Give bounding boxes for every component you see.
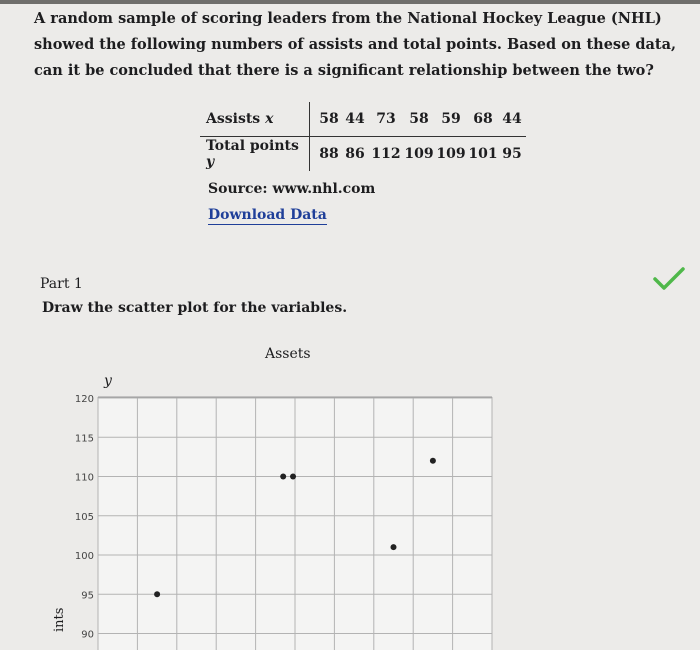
source-text: Source: www.nhl.com: [208, 181, 376, 197]
y-tick-label: 90: [81, 629, 94, 641]
points-value: 88: [319, 146, 339, 162]
y-tick-label: 120: [74, 394, 94, 405]
assists-value: 59: [434, 102, 468, 137]
points-label: Total points y: [206, 138, 299, 170]
assists-value: 58: [404, 102, 434, 137]
data-point: [280, 474, 286, 480]
y-axis-label: y: [104, 373, 112, 389]
points-value: 95: [502, 146, 522, 162]
assists-label: Assists x: [200, 102, 310, 137]
y-tick-label: 115: [74, 433, 94, 445]
y-tick-label: 100: [74, 551, 94, 562]
part-label: Part 1: [40, 276, 83, 292]
chart-title: Assets: [265, 346, 311, 362]
assists-value: 68: [468, 102, 498, 137]
download-data-link[interactable]: Download Data: [208, 207, 327, 223]
assists-value: 44: [342, 102, 368, 137]
data-point: [430, 458, 436, 464]
side-axis-label: ints: [52, 607, 67, 632]
assists-value: 73: [368, 102, 404, 137]
data-point: [290, 474, 296, 480]
points-value: 109: [404, 146, 434, 162]
points-value: 86: [345, 146, 365, 162]
assists-value: 44: [498, 102, 526, 137]
y-tick-label: 110: [74, 472, 94, 484]
points-value: 112: [371, 146, 401, 162]
points-value: 109: [436, 146, 466, 162]
data-point: [391, 544, 397, 550]
instruction-text: Draw the scatter plot for the variables.: [42, 300, 348, 316]
data-point: [154, 591, 160, 597]
question-text: A random sample of scoring leaders from the National Hockey League (NHL) showed the following numbers of assists and total points. Based on these data, can it be concluded that there is a significant relationship between the two?: [34, 10, 677, 79]
y-tick-label: 105: [74, 511, 94, 523]
assists-value: 58: [316, 102, 342, 137]
y-tick-label: 95: [81, 590, 94, 602]
points-value: 101: [468, 146, 498, 162]
